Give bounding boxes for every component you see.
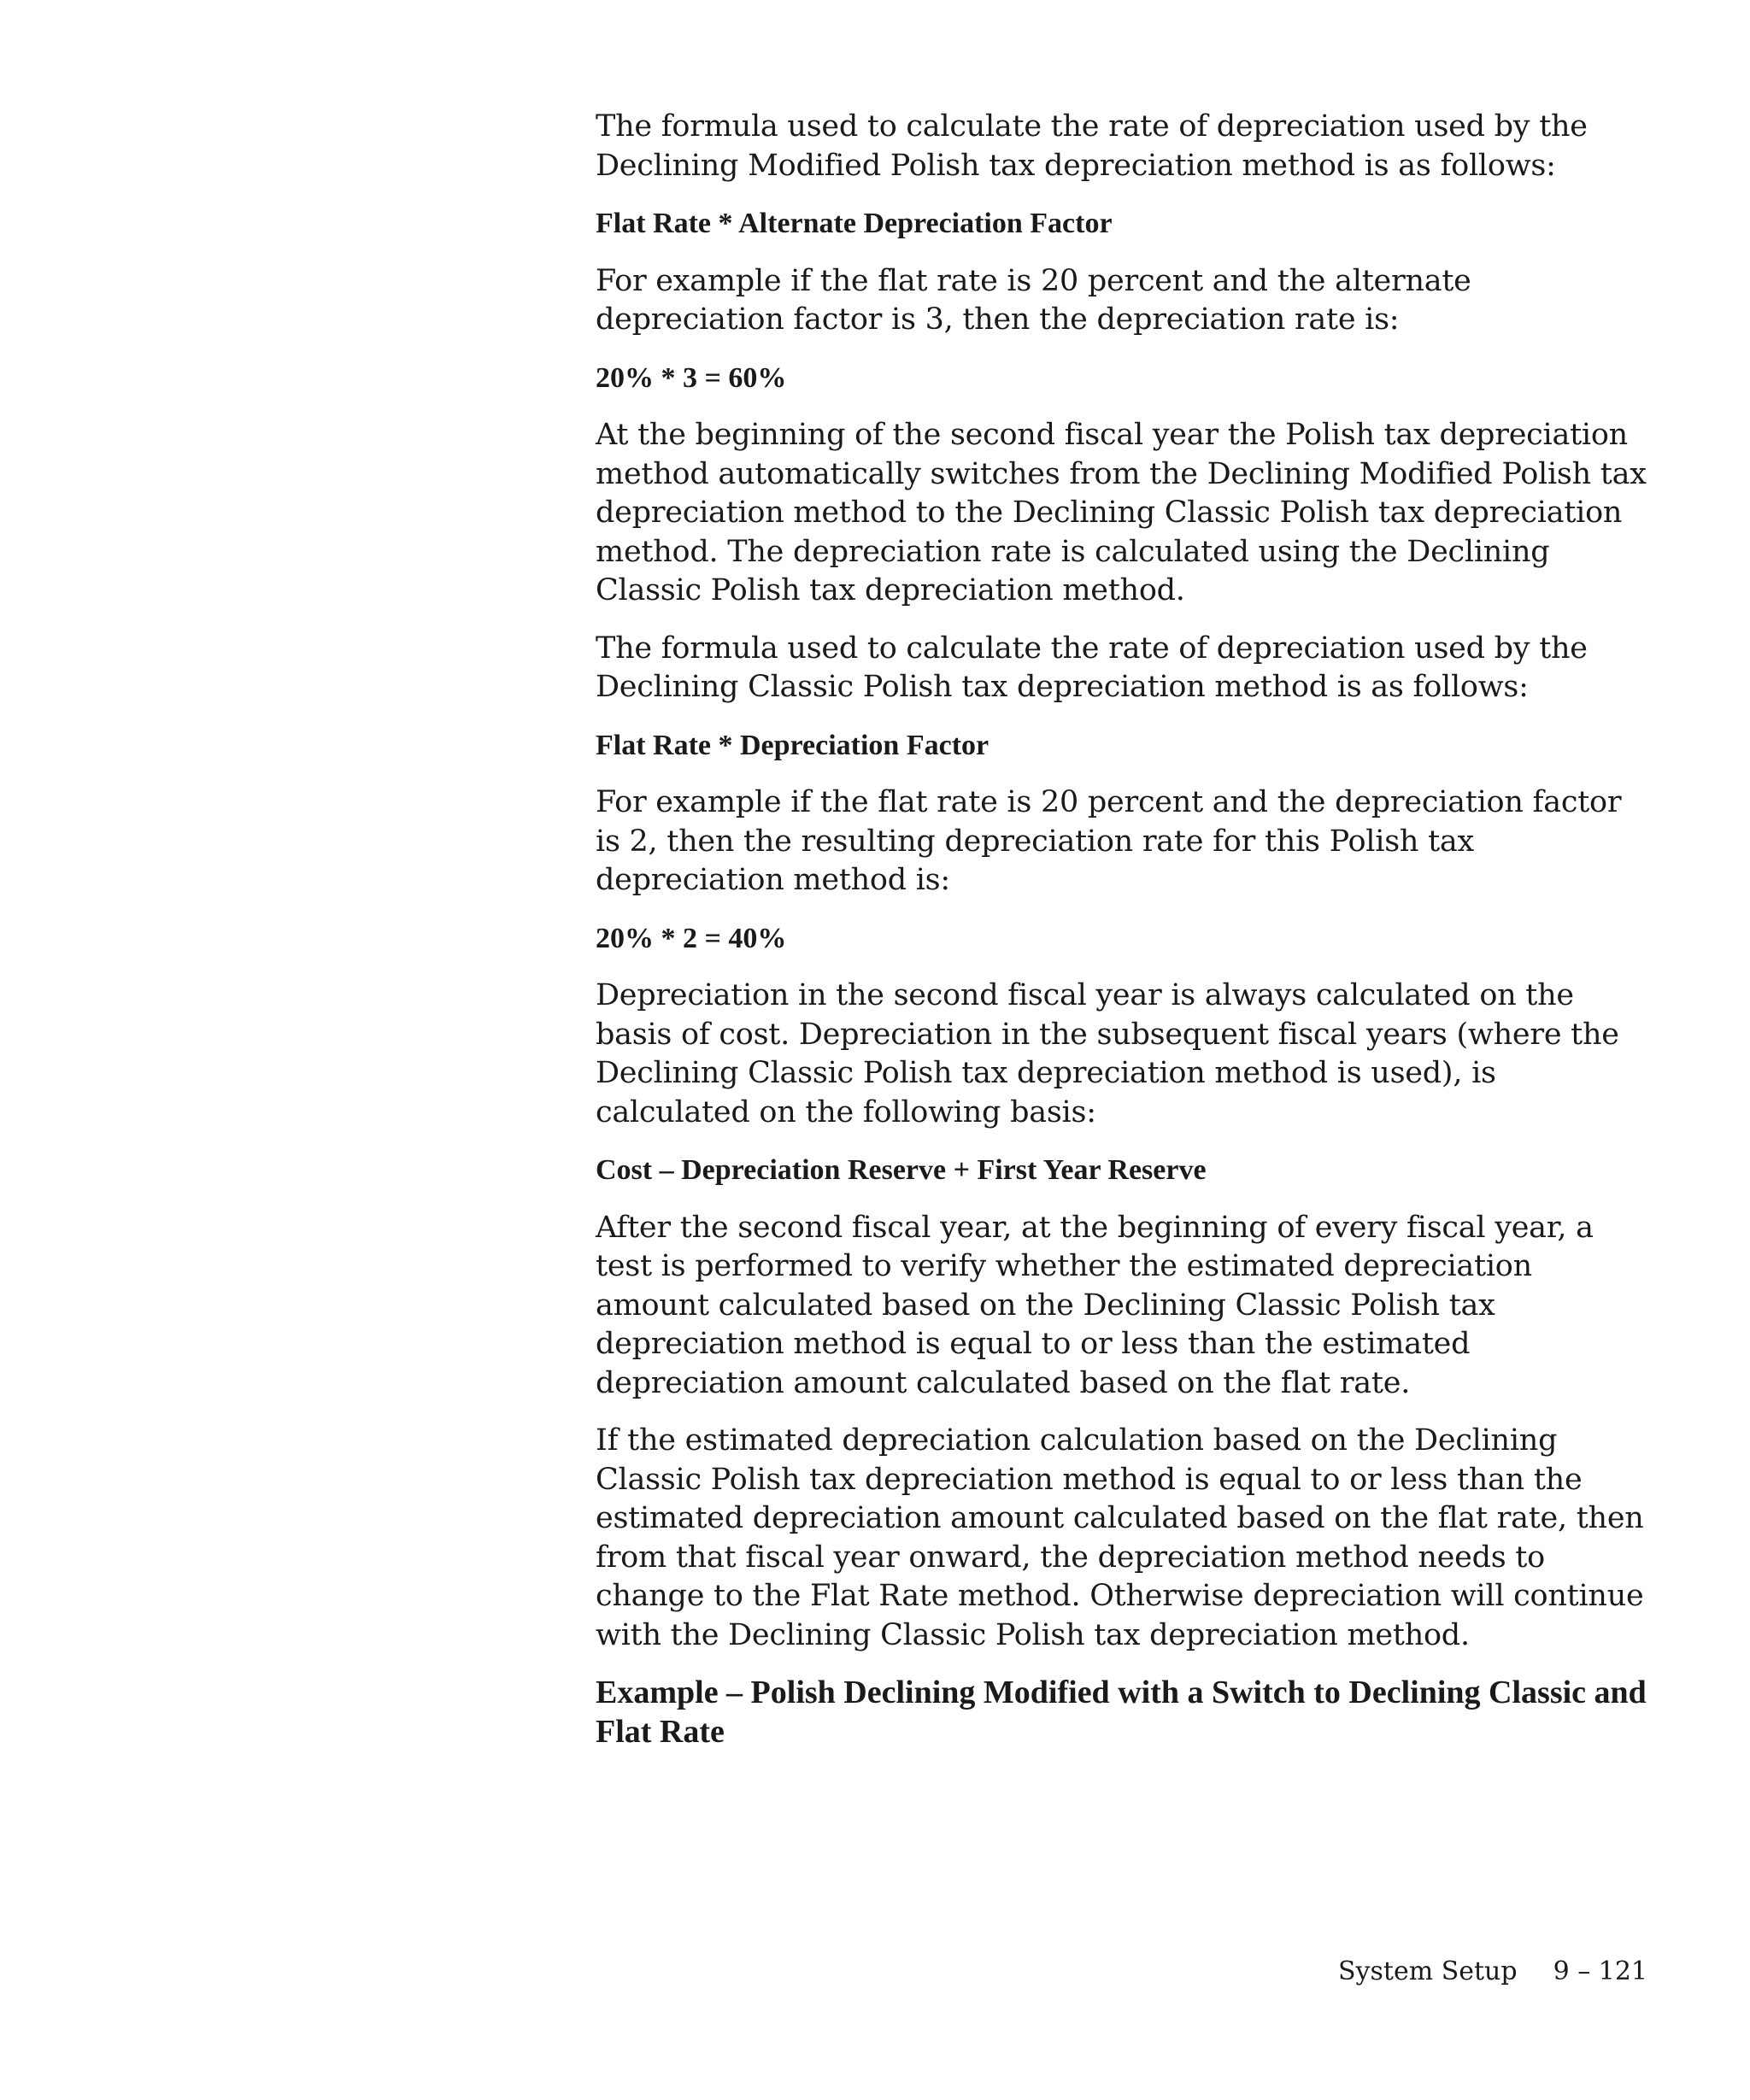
calculation-example-60: 20% * 3 = 60% <box>596 361 787 394</box>
paragraph-second-year-basis: Depreciation in the second fiscal year is always calculated on the basis of cost. Depreciation in the subsequent fiscal years (where the Declining Classic Polish tax depreciation method is used), is calculated on the following basis: <box>596 978 1619 1129</box>
paragraph-formula-intro-modified: The formula used to calculate the rate of depreciation used by the Declining Modified Polish tax depreciation method is as follows: <box>596 109 1588 183</box>
paragraph-test-description: After the second fiscal year, at the beginning of every fiscal year, a test is performed to verify whether the estimated depreciation amount calculated based on the Declining Classic Polish tax depreciation method is equal to or less than the estimated depreciation amount calculated based on the flat rate. <box>596 1210 1594 1400</box>
page-footer <box>1338 1956 1647 1986</box>
example-heading: Example – Polish Declining Modified with a Switch to Declining Classic and Flat Rate <box>596 1675 1647 1750</box>
paragraph-formula-intro-classic: The formula used to calculate the rate of depreciation used by the Declining Classic Polish tax depreciation method is as follows: <box>596 631 1588 704</box>
formula-depreciation-factor: Flat Rate * Depreciation Factor <box>596 729 990 761</box>
body-content <box>596 108 1647 1751</box>
formula-alternate-depreciation: Flat Rate * Alternate Depreciation Factor <box>596 208 1113 239</box>
formula-cost-basis: Cost – Depreciation Reserve + First Year Reserve <box>596 1154 1207 1186</box>
paragraph-example-modified: For example if the flat rate is 20 percent and the alternate depreciation factor is 3, then the depreciation rate is: <box>596 263 1471 337</box>
footer-section-title: System Setup <box>1338 1956 1518 1986</box>
paragraph-switch-to-classic: At the beginning of the second fiscal year the Polish tax depreciation method automatically switches from the Declining Modified Polish tax depreciation method to the Declining Classic Polish tax depreciation method. The depreciation rate is calculated using the Declining Classic Polish tax depreciation method. <box>596 418 1647 607</box>
calculation-example-40: 20% * 2 = 40% <box>596 922 787 954</box>
paragraph-switch-to-flat-rate: If the estimated depreciation calculation based on the Declining Classic Polish tax depreciation method is equal to or less than the estimated depreciation amount calculated based on the flat rate, then from that fiscal year onward, the depreciation method needs to change to the Flat Rate method. Otherwise depreciation will continue with the Declining Classic Polish tax depreciation method. <box>596 1423 1644 1652</box>
page-number: 9 – 121 <box>1553 1956 1647 1986</box>
paragraph-example-classic: For example if the flat rate is 20 percent and the depreciation factor is 2, then the resulting depreciation rate for this Polish tax depreciation method is: <box>596 785 1622 897</box>
